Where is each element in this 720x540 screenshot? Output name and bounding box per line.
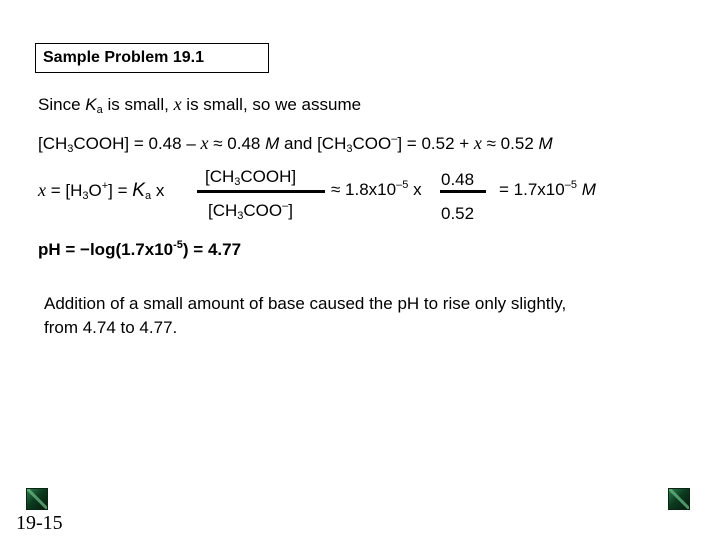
fraction2-numerator: 0.48 bbox=[441, 170, 475, 189]
fraction1-denominator: $[CH_3COO^-]$ bbox=[208, 200, 293, 222]
assumption-line: Since $K_a$ is small, x is small, so we assume bbox=[38, 94, 362, 116]
nav-back-icon[interactable] bbox=[26, 488, 48, 510]
fraction1-numerator: $[CH_3COOH]$ bbox=[205, 167, 297, 188]
conclusion-note: Addition of a small amount of base caused the pH to rise only slightly, from 4.74 to 4.77. bbox=[44, 294, 567, 337]
equation-lhs: $x = [H_3O^+] = K_a$ x bbox=[38, 180, 165, 202]
problem-title bbox=[35, 43, 269, 73]
nav-forward-icon[interactable] bbox=[668, 488, 690, 510]
fraction1-bar bbox=[197, 190, 325, 193]
ph-result: pH = $-\log(1.7x10^{-5}) = 4.77$ bbox=[38, 239, 242, 259]
slide-number: 19-15 bbox=[16, 512, 63, 534]
concentration-line: $[CH_3COOH] = 0.48 - x \approx 0.48$ M and $[CH_3COO^-] = 0.52 + x \approx 0.52$ M bbox=[38, 133, 553, 155]
problem-title-text: Sample Problem 19.1 bbox=[43, 49, 204, 66]
fraction2-bar bbox=[440, 190, 486, 193]
ka-value: ≈ $1.8x10^{-5}$ x bbox=[331, 179, 422, 199]
fraction2-denominator: 0.52 bbox=[441, 204, 475, 223]
equation-result: = $1.7x10^{-5}$ M bbox=[499, 179, 596, 199]
